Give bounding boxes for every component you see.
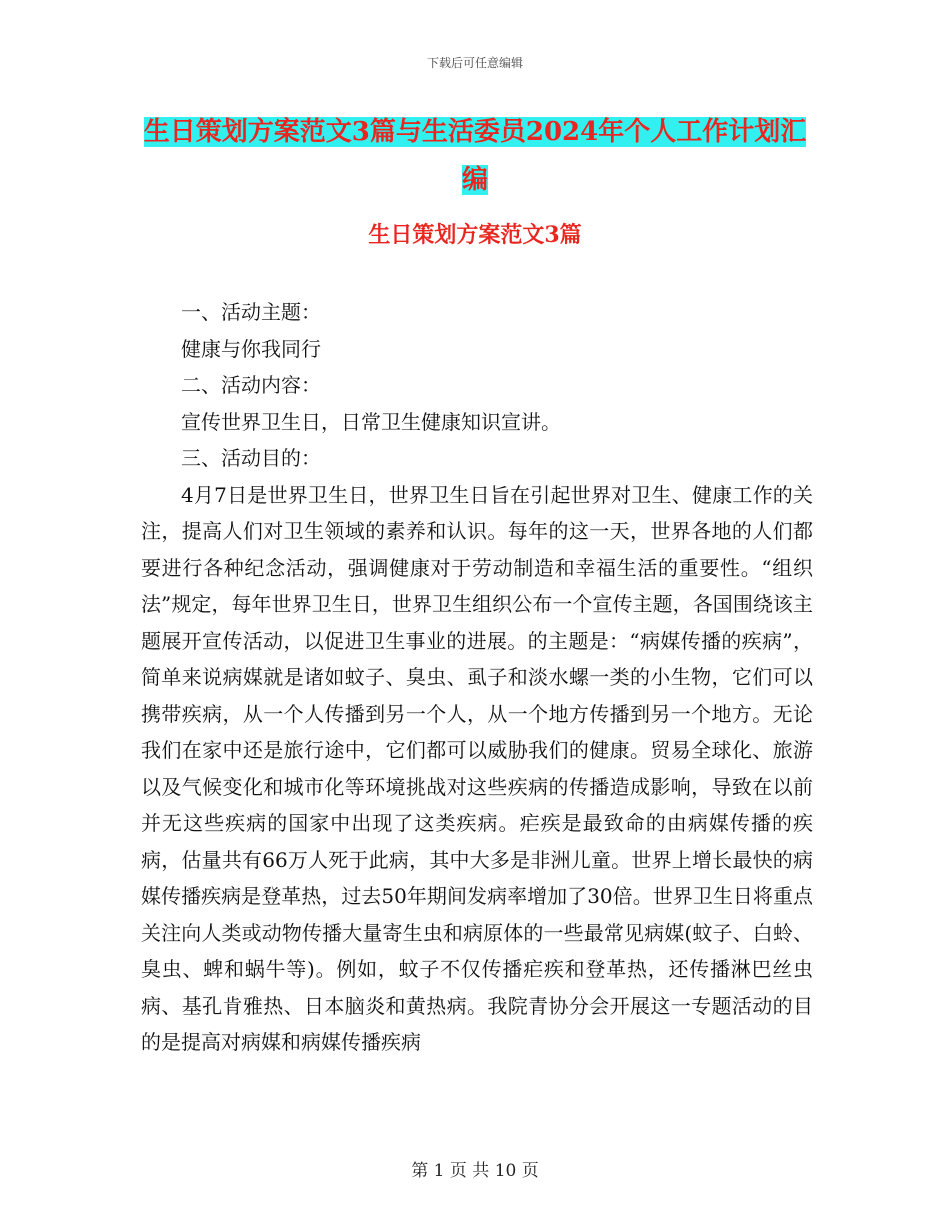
document-title-text: 生日策划方案范文3篇与生活委员2024年个人工作计划汇编 (143, 117, 807, 195)
body-paragraph: 4月7日是世界卫生日，世界卫生日旨在引起世界对卫生、健康工作的关注，提高人们对卫生领域的素养和认识。每年的这一天，世界各地的人们都要进行各种纪念活动，强调健康对于劳动制造和幸福生活的重要性。“组织法”规定，每年世界卫生日，世界卫生组织公布一个宣传主题，各国围绕该主题展开宣传活动，以促进卫生事业的进展。的主题是：“病媒传播的疾病”，简单来说病媒就是诸如蚊子、臭虫、虱子和淡水螺一类的小生物，它们可以携带疾病，从一个人传播到另一个人，从一个地方传播到另一个地方。无论我们在家中还是旅行途中，它们都可以威胁我们的健康。贸易全球化、旅游以及气候变化和城市化等环境挑战对这些疾病的传播造成影响，导致在以前并无这些疾病的国家中出现了这类疾病。疟疾是最致命的由病媒传播的疾病，估量共有66万人死于此病，其中大多是非洲儿童。世界上增长最快的病媒传播疾病是登革热，过去50年期间发病率增加了30倍。世界卫生日将重点关注向人类或动物传播大量寄生虫和病原体的一些最常见病媒(蚊子、白蛉、臭虫、蜱和蜗牛等)。例如，蚊子不仅传播疟疾和登革热，还传播淋巴丝虫病、基孔肯雅热、日本脑炎和黄热病。我院青协分会开展这一专题活动的目的是提高对病媒和病媒传播疾病 (141, 482, 813, 1054)
body-paragraph: 宣传世界卫生日，日常卫生健康知识宣讲。 (181, 409, 561, 434)
page-footer: 第 1 页 共 10 页 (411, 1161, 539, 1181)
section-title: 生日策划方案范文3篇 (368, 222, 582, 248)
body-paragraph: 一、活动主题： (181, 300, 321, 324)
body-paragraph: 二、活动内容： (181, 373, 321, 397)
document-title (140, 108, 810, 204)
document-body (141, 294, 813, 1061)
body-paragraph: 三、活动目的： (181, 446, 321, 470)
page-header-note: 下载后可任意编辑 (426, 56, 523, 70)
body-paragraph: 健康与你我同行 (181, 336, 321, 361)
